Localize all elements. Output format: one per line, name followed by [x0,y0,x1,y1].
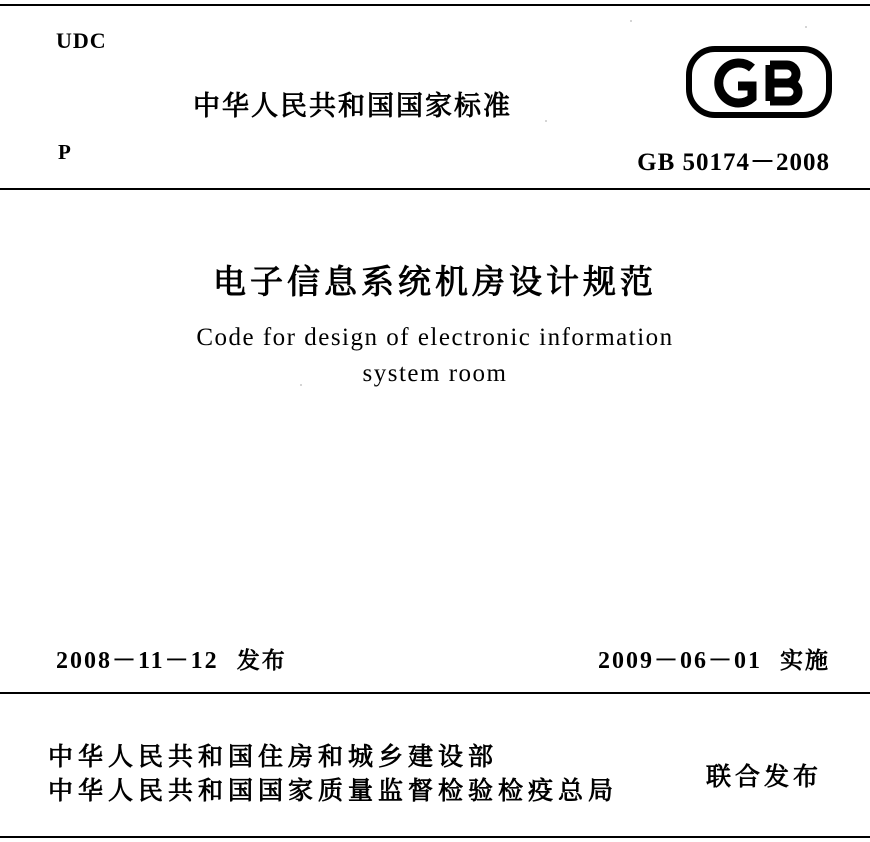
national-standard-heading: 中华人民共和国国家标准 [193,91,512,122]
joint-release-label: 联合发布 [705,762,822,791]
issue-date-word: 发布 [236,648,287,674]
effective-date-word: 实施 [780,648,830,674]
issue-date-block [56,640,287,675]
dates-divider-rule [0,692,870,694]
bottom-rule [0,836,870,838]
scan-speck [300,384,302,386]
effective-date-block [598,640,830,675]
publisher-line-2: 中华人民共和国国家质量监督检验检疫总局 [48,776,619,805]
page-title-english [0,320,870,392]
page-title: 电子信息系统机房设计规范 [213,262,657,301]
scan-speck [630,20,632,22]
gb-logo-icon [686,46,832,118]
udc-label: UDC [56,28,107,53]
effective-date: 2009－06－01 [598,648,762,674]
title-english-line1: Code for design of electronic information [196,324,674,351]
header-divider-rule [0,188,870,190]
scan-speck [545,120,547,122]
publisher-line-1: 中华人民共和国住房和城乡建设部 [48,742,499,771]
scan-speck [805,26,807,28]
title-english-line2: system room [362,360,508,387]
classification-mark: P [58,140,71,164]
standard-number: GB 50174－2008 [637,149,830,176]
issue-date: 2008－11－12 [56,648,219,674]
top-rule [0,4,870,6]
publisher-block [48,740,618,808]
